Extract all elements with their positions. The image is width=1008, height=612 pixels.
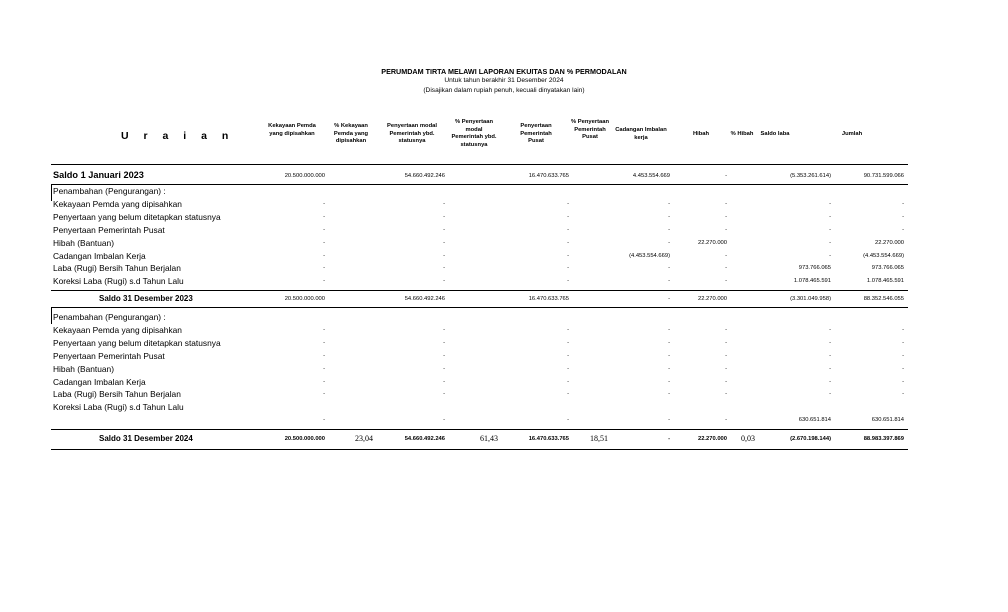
cell-jumlah: -: [902, 391, 904, 398]
row-label: Cadangan Imbalan Kerja: [53, 376, 146, 387]
cell-saldo-laba: -: [829, 252, 831, 259]
cell-penyertaan-modal: -: [443, 378, 445, 385]
row-label: Koreksi Laba (Rugi) s.d Tahun Lalu: [53, 402, 184, 413]
cell-penyertaan-modal: -: [443, 252, 445, 259]
row-label: Saldo 1 Januari 2023: [53, 170, 144, 180]
col-kekayaan: Kekayaan Pemda yang dipisahkan: [268, 123, 316, 137]
cell-penyertaan-pusat: -: [567, 226, 569, 233]
col-hibah: Hibah: [692, 131, 710, 137]
col-saldo-laba: Saldo laba: [760, 131, 790, 137]
cell-jumlah: 88.983.397.869: [863, 436, 904, 442]
cell-hibah: 22.270.000: [697, 296, 727, 302]
cell-kekayaan: -: [323, 239, 325, 246]
cell-jumlah: -: [902, 339, 904, 346]
cell-hibah: -: [725, 213, 727, 220]
col-pct-penyertaan-modal: % Penyertaan modal Pemerintah ybd. statusnya: [451, 119, 497, 148]
section-rule: [51, 184, 908, 185]
cell-jumlah: -: [902, 326, 904, 333]
table-row: [51, 263, 908, 275]
cell-saldo-laba: -: [829, 326, 831, 333]
cell-kekayaan: -: [323, 352, 325, 359]
cell-hibah: -: [725, 173, 727, 179]
cell-jumlah: 630.651.814: [871, 417, 904, 423]
table-row: [51, 325, 908, 337]
table-row: [51, 377, 908, 389]
cell-jumlah: 973.766.065: [871, 265, 904, 272]
row-label: Koreksi Laba (Rugi) s.d Tahun Lalu: [53, 276, 184, 287]
cell-jumlah: -: [902, 226, 904, 233]
cell-penyertaan-modal: -: [443, 326, 445, 333]
cell-cadangan: -: [668, 278, 670, 285]
row-saldo-open-2023: [51, 169, 908, 183]
cell-penyertaan-modal: -: [443, 391, 445, 398]
cell-jumlah: -: [902, 352, 904, 359]
cell-kekayaan: -: [323, 278, 325, 285]
cell-hibah: -: [725, 378, 727, 385]
cell-jumlah: -: [902, 378, 904, 385]
row-label: Penyertaan yang belum ditetapkan statusnya: [53, 337, 221, 348]
report-period: Untuk tahun berakhir 31 Desember 2024: [444, 77, 564, 84]
cell-penyertaan-pusat: -: [567, 200, 569, 207]
cell-penyertaan-modal: -: [443, 213, 445, 220]
table-row: [51, 338, 908, 350]
equity-table: [51, 113, 908, 163]
section-heading: Penambahan (Pengurangan) :: [53, 312, 166, 322]
cell-saldo-laba: (5.353.261.614): [790, 173, 831, 179]
row-label: Cadangan Imbalan Kerja: [53, 250, 146, 261]
report-note: (Disajikan dalam rupiah penuh, kecuali dinyatakan lain): [423, 87, 585, 94]
cell-saldo-laba: -: [829, 213, 831, 220]
row-label: Laba (Rugi) Bersih Tahun Berjalan: [53, 263, 181, 274]
cell-saldo-laba: -: [829, 226, 831, 233]
cell-saldo-laba: -: [829, 200, 831, 207]
cell-penyertaan-pusat: -: [567, 278, 569, 285]
row-label: Hibah (Bantuan): [53, 237, 114, 248]
row-saldo-close-2024: [51, 432, 908, 448]
cell-hibah: -: [725, 365, 727, 372]
row-label: Saldo 31 Desember 2023: [99, 294, 193, 303]
cell-kekayaan: -: [323, 213, 325, 220]
row-label: Kekayaan Pemda yang dipisahkan: [53, 198, 182, 209]
table-row: [51, 238, 908, 250]
table-row: [51, 402, 908, 414]
row-label: Penyertaan Pemerintah Pusat: [53, 350, 165, 361]
cell-cadangan: -: [668, 352, 670, 359]
total-rule-top: [51, 429, 908, 430]
cell-hibah: -: [725, 226, 727, 233]
cell-kekayaan: 20.500.000.000: [284, 296, 325, 302]
cell-penyertaan-modal: -: [443, 226, 445, 233]
section-heading-row: [51, 186, 908, 198]
cell-saldo-laba: 630.651.814: [798, 417, 831, 423]
cell-kekayaan: -: [323, 391, 325, 398]
subtotal-rule: [51, 290, 908, 291]
cell-hibah: -: [725, 339, 727, 346]
table-row: [51, 251, 908, 263]
table-row: [51, 276, 908, 288]
cell-kekayaan: 20.500.000.000: [284, 173, 325, 179]
table-row: [51, 389, 908, 401]
cell-penyertaan-modal: 54.660.492.246: [404, 173, 445, 179]
header-rule: [51, 164, 908, 165]
cell-kekayaan: -: [323, 339, 325, 346]
cell-cadangan: -: [668, 436, 670, 442]
cell-penyertaan-pusat: 16.470.633.765: [528, 436, 569, 442]
subtotal-rule-bottom: [51, 307, 908, 308]
cell-hibah: 22.270.000: [697, 239, 727, 246]
cell-cadangan: 4.453.554.669: [632, 173, 670, 179]
cell-saldo-laba: 1.078.465.591: [793, 278, 831, 285]
cell-penyertaan-modal: -: [443, 200, 445, 207]
section-heading: Penambahan (Pengurangan) :: [53, 186, 166, 196]
row-section2-trailing: [51, 416, 908, 426]
col-uraian: U r a i a n: [121, 130, 235, 142]
cell-hibah: -: [725, 326, 727, 333]
table-row: [51, 212, 908, 224]
cell-cadangan: -: [668, 339, 670, 346]
cell-penyertaan-modal: -: [443, 339, 445, 346]
cell-pct-kekayaan: 23,04: [355, 434, 373, 443]
cell-penyertaan-pusat: 16.470.633.765: [528, 173, 569, 179]
cell-kekayaan: -: [323, 378, 325, 385]
col-cadangan: Cadangan Imbalan kerja: [615, 127, 667, 141]
cell-hibah: -: [725, 278, 727, 285]
col-pct-penyertaan-pusat: % Penyertaan Pemerintah Pusat: [570, 119, 610, 141]
cell-cadangan: -: [668, 200, 670, 207]
cell-kekayaan: -: [323, 365, 325, 372]
cell-penyertaan-pusat: -: [567, 365, 569, 372]
cell-penyertaan-modal: -: [443, 417, 445, 423]
cell-penyertaan-pusat: -: [567, 339, 569, 346]
cell-saldo-laba: (2.670.198.144): [790, 436, 831, 442]
cell-saldo-laba: -: [829, 365, 831, 372]
row-label: Penyertaan yang belum ditetapkan statusnya: [53, 211, 221, 222]
cell-kekayaan: -: [323, 252, 325, 259]
cell-hibah: -: [725, 352, 727, 359]
cell-pct-hibah: 0,03: [741, 434, 755, 443]
cell-jumlah: -: [902, 213, 904, 220]
cell-kekayaan: -: [323, 326, 325, 333]
cell-penyertaan-pusat: -: [567, 252, 569, 259]
cell-cadangan: -: [668, 391, 670, 398]
report-title: PERUMDAM TIRTA MELAWI LAPORAN EKUITAS DAN % PERMODALAN: [381, 67, 627, 76]
column-header: [51, 113, 908, 163]
cell-cadangan: -: [668, 417, 670, 423]
cell-hibah: 22.270.000: [697, 436, 727, 442]
cell-penyertaan-pusat: -: [567, 265, 569, 272]
cell-cadangan: -: [668, 265, 670, 272]
cell-kekayaan: -: [323, 417, 325, 423]
cell-jumlah: 1.078.465.591: [866, 278, 904, 285]
cell-penyertaan-pusat: -: [567, 352, 569, 359]
row-label: Kekayaan Pemda yang dipisahkan: [53, 324, 182, 335]
cell-penyertaan-pusat: -: [567, 213, 569, 220]
col-pct-hibah: % Hibah: [730, 131, 754, 137]
cell-hibah: -: [725, 265, 727, 272]
table-row: [51, 364, 908, 376]
cell-cadangan: -: [668, 378, 670, 385]
cell-kekayaan: -: [323, 200, 325, 207]
cell-jumlah: 88.352.546.055: [863, 296, 904, 302]
cell-cadangan: -: [668, 296, 670, 302]
cell-penyertaan-modal: 54.660.492.246: [404, 436, 445, 442]
cell-saldo-laba: -: [829, 391, 831, 398]
cell-hibah: -: [725, 200, 727, 207]
cell-penyertaan-modal: -: [443, 365, 445, 372]
cell-penyertaan-modal: -: [443, 278, 445, 285]
row-saldo-close-2023: [51, 293, 908, 307]
col-jumlah: Jumlah: [841, 131, 863, 137]
cell-saldo-laba: -: [829, 378, 831, 385]
total-rule-bottom: [51, 449, 908, 450]
table-row: [51, 199, 908, 211]
cell-kekayaan: -: [323, 226, 325, 233]
cell-jumlah: 90.731.599.066: [863, 173, 904, 179]
cell-kekayaan: 20.500.000.000: [284, 436, 325, 442]
col-pct-kekayaan: % Kekayaan Pemda yang dipisahkan: [333, 123, 369, 145]
cell-penyertaan-pusat: -: [567, 391, 569, 398]
col-penyertaan-modal: Penyertaan modal Pemerintah ybd. statusnya: [387, 123, 437, 145]
cell-hibah: -: [725, 252, 727, 259]
cell-cadangan: -: [668, 326, 670, 333]
row-label: Laba (Rugi) Bersih Tahun Berjalan: [53, 389, 181, 400]
cell-penyertaan-pusat: -: [567, 378, 569, 385]
cell-penyertaan-pusat: -: [567, 417, 569, 423]
cell-jumlah: -: [902, 365, 904, 372]
cell-penyertaan-pusat: -: [567, 239, 569, 246]
cell-cadangan: -: [668, 239, 670, 246]
section-heading-row: [51, 312, 908, 324]
cell-cadangan: -: [668, 213, 670, 220]
cell-saldo-laba: (3.301.049.958): [790, 296, 831, 302]
cell-pct-penyertaan-pusat: 18,51: [590, 434, 608, 443]
cell-penyertaan-modal: -: [443, 265, 445, 272]
col-penyertaan-pusat: Penyertaan Pemerintah Pusat: [520, 123, 552, 145]
cell-kekayaan: -: [323, 265, 325, 272]
cell-penyertaan-modal: 54.660.492.246: [404, 296, 445, 302]
cell-cadangan: (4.453.554.669): [629, 252, 670, 259]
cell-cadangan: -: [668, 365, 670, 372]
row-label: Hibah (Bantuan): [53, 363, 114, 374]
cell-penyertaan-pusat: -: [567, 326, 569, 333]
cell-saldo-laba: -: [829, 352, 831, 359]
cell-penyertaan-modal: -: [443, 352, 445, 359]
cell-jumlah: -: [902, 200, 904, 207]
cell-saldo-laba: -: [829, 339, 831, 346]
row-label: Penyertaan Pemerintah Pusat: [53, 224, 165, 235]
table-row: [51, 225, 908, 237]
cell-saldo-laba: 973.766.065: [798, 265, 831, 272]
cell-jumlah: 22.270.000: [874, 239, 904, 246]
cell-hibah: -: [725, 391, 727, 398]
cell-cadangan: -: [668, 226, 670, 233]
table-row: [51, 351, 908, 363]
cell-hibah: -: [725, 417, 727, 423]
cell-penyertaan-pusat: 16.470.633.765: [528, 296, 569, 302]
row-label: Saldo 31 Desember 2024: [99, 434, 193, 443]
cell-saldo-laba: -: [829, 239, 831, 246]
cell-jumlah: (4.453.554.669): [863, 252, 904, 259]
cell-pct-penyertaan-modal: 61,43: [480, 434, 498, 443]
cell-penyertaan-modal: -: [443, 239, 445, 246]
